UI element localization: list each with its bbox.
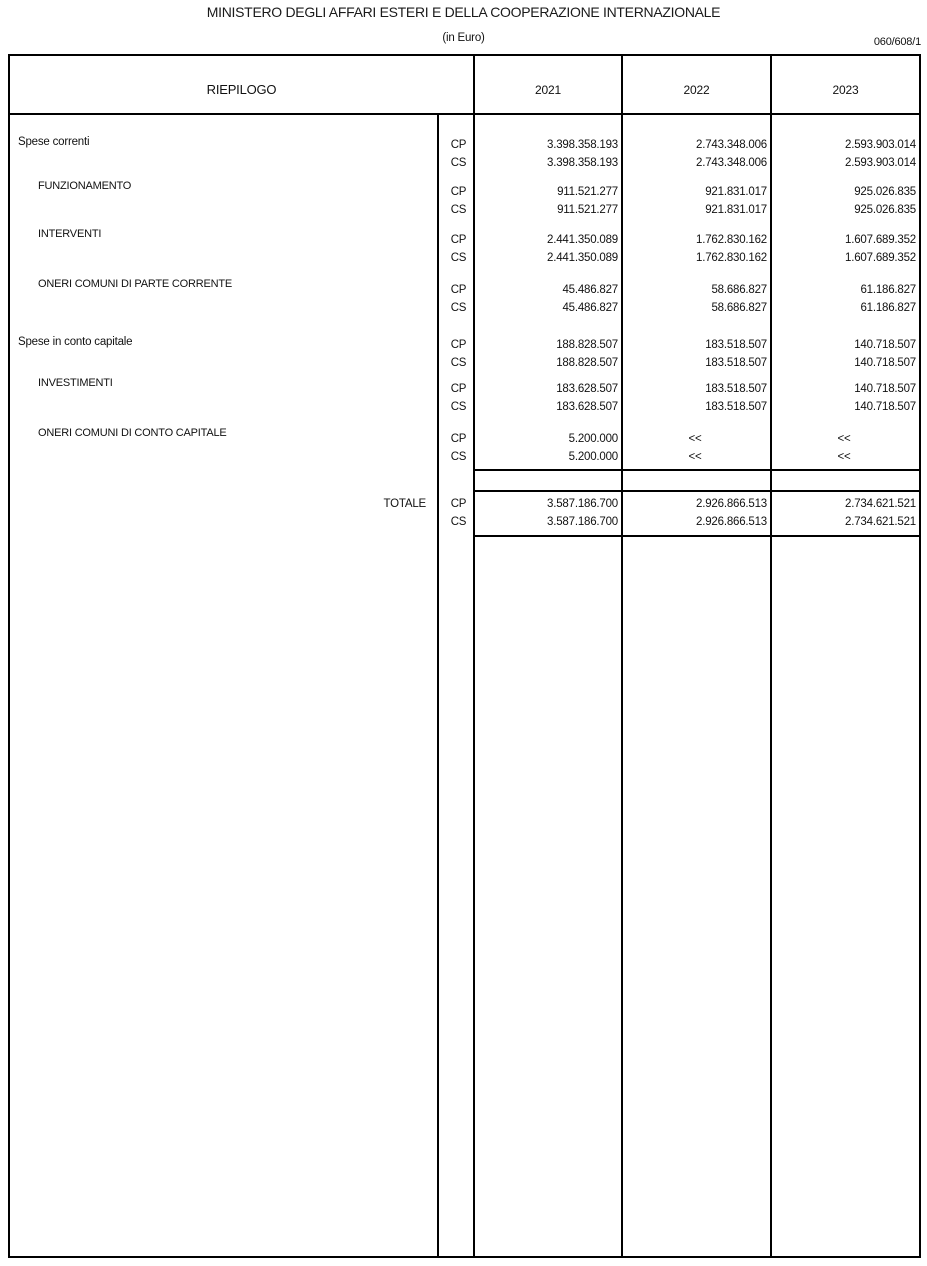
currency-note: (in Euro) <box>442 32 485 44</box>
table-row-group <box>10 278 919 317</box>
row-label: INTERVENTI <box>38 228 102 240</box>
cs-tag: CS <box>450 357 467 369</box>
cs-value-2023: 1.607.689.352 <box>845 252 916 264</box>
summary-table <box>8 54 921 1258</box>
cp-row <box>10 380 919 398</box>
cp-tag: CP <box>450 234 467 246</box>
cs-row <box>10 398 919 416</box>
cs-value-2022: 1.762.830.162 <box>696 252 767 264</box>
cs-value-2021: 5.200.000 <box>568 451 618 463</box>
cp-row <box>10 430 919 448</box>
cp-tag: CP <box>450 339 467 351</box>
row-label: INVESTIMENTI <box>38 377 113 389</box>
cp-value-2022: 58.686.827 <box>711 284 767 296</box>
table-row-group <box>10 377 919 416</box>
total-box-top-border <box>473 490 919 492</box>
cp-value-2022: << <box>688 433 702 445</box>
cp-value-2023: 140.718.507 <box>854 383 916 395</box>
cs-row <box>10 354 919 372</box>
cp-value-2021: 3.587.186.700 <box>547 498 618 510</box>
cp-row <box>10 281 919 299</box>
cp-value-2022: 2.743.348.006 <box>696 139 767 151</box>
cs-value-2023: 2.593.903.014 <box>845 157 916 169</box>
cs-value-2022: 183.518.507 <box>705 357 767 369</box>
cp-row <box>10 183 919 201</box>
cp-row <box>10 136 919 154</box>
table-row-group <box>10 228 919 267</box>
table-row-group <box>10 336 919 372</box>
cs-value-2023: 61.186.827 <box>860 302 916 314</box>
column-header-2022: 2022 <box>621 56 770 113</box>
cp-value-2022: 183.518.507 <box>705 339 767 351</box>
cp-value-2022: 1.762.830.162 <box>696 234 767 246</box>
cp-tag: CP <box>450 186 467 198</box>
cp-value-2023: << <box>837 433 851 445</box>
column-header-riepilogo: RIEPILOGO <box>206 82 277 97</box>
cs-value-2023: 2.734.621.521 <box>845 516 916 528</box>
cs-row <box>10 154 919 172</box>
cp-value-2023: 140.718.507 <box>854 339 916 351</box>
row-label: Spese correnti <box>18 136 90 148</box>
cs-value-2023: 140.718.507 <box>854 401 916 413</box>
table-body <box>10 115 919 1256</box>
table-row-group <box>10 427 919 466</box>
document-code: 060/608/1 <box>873 36 921 48</box>
cp-value-2022: 921.831.017 <box>705 186 767 198</box>
cp-value-2023: 61.186.827 <box>860 284 916 296</box>
cp-value-2023: 925.026.835 <box>854 186 916 198</box>
cp-value-2021: 3.398.358.193 <box>547 139 618 151</box>
cs-tag: CS <box>450 204 467 216</box>
cp-value-2021: 188.828.507 <box>556 339 618 351</box>
cs-value-2021: 188.828.507 <box>556 357 618 369</box>
cs-tag: CS <box>450 252 467 264</box>
cs-value-2021: 183.628.507 <box>556 401 618 413</box>
cp-value-2023: 2.734.621.521 <box>845 498 916 510</box>
cp-tag: CP <box>450 284 467 296</box>
cp-value-2021: 5.200.000 <box>568 433 618 445</box>
cp-value-2021: 2.441.350.089 <box>547 234 618 246</box>
cp-tag: CP <box>450 139 467 151</box>
cs-value-2021: 3.587.186.700 <box>547 516 618 528</box>
cs-value-2022: 183.518.507 <box>705 401 767 413</box>
row-label: TOTALE <box>383 498 426 510</box>
cs-tag: CS <box>450 451 467 463</box>
cs-value-2022: 921.831.017 <box>705 204 767 216</box>
total-box-bottom-border <box>473 535 919 537</box>
cs-value-2023: << <box>837 451 851 463</box>
cp-tag: CP <box>450 383 467 395</box>
cp-row <box>10 495 919 513</box>
column-header-2023: 2023 <box>770 56 919 113</box>
cp-value-2023: 2.593.903.014 <box>845 139 916 151</box>
row-label: Spese in conto capitale <box>18 336 133 348</box>
cp-tag: CP <box>450 433 467 445</box>
cs-value-2022: 2.743.348.006 <box>696 157 767 169</box>
cs-row <box>10 299 919 317</box>
cs-value-2022: 58.686.827 <box>711 302 767 314</box>
cp-value-2021: 45.486.827 <box>562 284 618 296</box>
cs-tag: CS <box>450 302 467 314</box>
cp-value-2022: 183.518.507 <box>705 383 767 395</box>
cs-value-2021: 911.521.277 <box>557 204 618 216</box>
cs-tag: CS <box>450 516 467 528</box>
cp-tag: CP <box>450 498 467 510</box>
cs-value-2022: << <box>688 451 702 463</box>
page-title: MINISTERO DEGLI AFFARI ESTERI E DELLA COOPERAZIONE INTERNAZIONALE <box>206 4 721 20</box>
cs-value-2021: 45.486.827 <box>562 302 618 314</box>
table-row-group <box>10 495 919 531</box>
cs-tag: CS <box>450 157 467 169</box>
cs-row <box>10 249 919 267</box>
cs-row <box>10 513 919 531</box>
row-label: ONERI COMUNI DI PARTE CORRENTE <box>38 278 233 290</box>
table-header-row <box>10 56 919 115</box>
cp-value-2023: 1.607.689.352 <box>845 234 916 246</box>
row-label: FUNZIONAMENTO <box>38 180 132 192</box>
cs-tag: CS <box>450 401 467 413</box>
cs-value-2021: 2.441.350.089 <box>547 252 618 264</box>
cs-value-2023: 925.026.835 <box>854 204 916 216</box>
cp-value-2021: 911.521.277 <box>557 186 618 198</box>
table-row-group <box>10 136 919 172</box>
cs-value-2022: 2.926.866.513 <box>696 516 767 528</box>
rows-bottom-border <box>473 469 919 471</box>
cp-row <box>10 336 919 354</box>
row-label: ONERI COMUNI DI CONTO CAPITALE <box>38 427 227 439</box>
cs-row <box>10 448 919 466</box>
cp-value-2021: 183.628.507 <box>556 383 618 395</box>
cs-value-2023: 140.718.507 <box>854 357 916 369</box>
cs-row <box>10 201 919 219</box>
cp-row <box>10 231 919 249</box>
cs-value-2021: 3.398.358.193 <box>547 157 618 169</box>
table-row-group <box>10 180 919 219</box>
cp-value-2022: 2.926.866.513 <box>696 498 767 510</box>
column-header-2021: 2021 <box>473 56 621 113</box>
